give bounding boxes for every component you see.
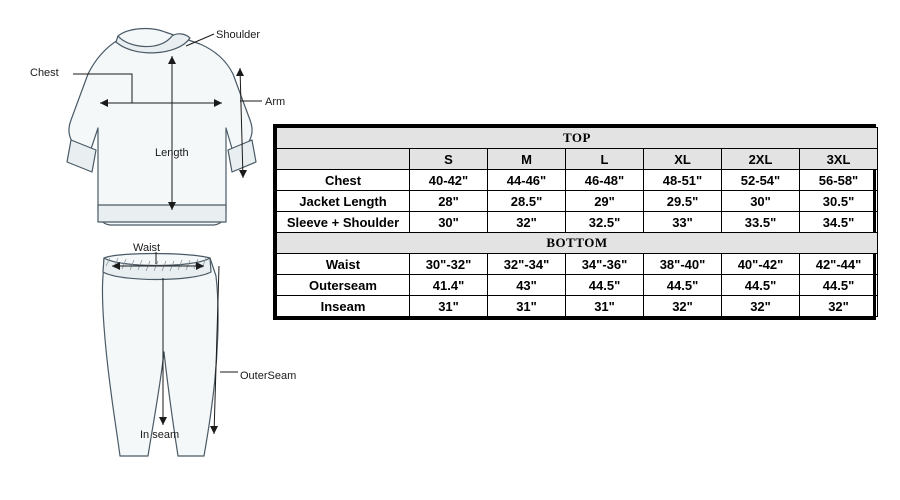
row-label: Waist: [277, 254, 410, 275]
measurement-cell: 44.5": [722, 275, 800, 296]
row-label: Sleeve + Shoulder: [277, 212, 410, 233]
measurement-cell: 32.5": [566, 212, 644, 233]
size-header-row: [277, 149, 878, 170]
measurement-cell: 33": [644, 212, 722, 233]
size-chart-table: [276, 127, 878, 317]
measurement-cell: 52-54": [722, 170, 800, 191]
section-title: TOP: [277, 128, 878, 149]
annotation-inseam: In seam: [140, 429, 180, 441]
size-header-xl: XL: [644, 149, 722, 170]
measurement-cell: 46-48": [566, 170, 644, 191]
measurement-cell: 28.5": [488, 191, 566, 212]
measurement-cell: 31": [488, 296, 566, 317]
measurement-cell: 31": [566, 296, 644, 317]
measurement-cell: 29": [566, 191, 644, 212]
measurement-cell: 30": [410, 212, 488, 233]
row-label: Chest: [277, 170, 410, 191]
size-header-s: S: [410, 149, 488, 170]
row-label: Inseam: [277, 296, 410, 317]
table-row: [277, 275, 878, 296]
annotation-length: Length: [155, 147, 189, 159]
size-header-2xl: 2XL: [722, 149, 800, 170]
garment-illustration: [0, 0, 300, 500]
measurement-cell: 56-58": [800, 170, 878, 191]
measurement-cell: 28": [410, 191, 488, 212]
table-row: [277, 170, 878, 191]
measurement-cell: 30": [722, 191, 800, 212]
size-header-l: L: [566, 149, 644, 170]
measurement-cell: 29.5": [644, 191, 722, 212]
measurement-cell: 34.5": [800, 212, 878, 233]
measurement-cell: 43": [488, 275, 566, 296]
measurement-cell: 30.5": [800, 191, 878, 212]
section-title-row: [277, 128, 878, 149]
measurement-cell: 48-51": [644, 170, 722, 191]
row-label: Outerseam: [277, 275, 410, 296]
table-row: [277, 296, 878, 317]
annotation-shoulder: Shoulder: [216, 29, 261, 41]
annotation-waist: Waist: [133, 242, 161, 254]
section-title-row: [277, 233, 878, 254]
annotation-outerseam: OuterSeam: [240, 370, 297, 382]
measurement-cell: 40"-42": [722, 254, 800, 275]
measurement-cell: 33.5": [722, 212, 800, 233]
measurement-cell: 41.4": [410, 275, 488, 296]
measurement-cell: 42"-44": [800, 254, 878, 275]
measurement-cell: 44.5": [800, 275, 878, 296]
header-corner-cell: [277, 149, 410, 170]
measurement-cell: 32"-34": [488, 254, 566, 275]
measurement-cell: 40-42": [410, 170, 488, 191]
measurement-cell: 32": [722, 296, 800, 317]
table-row: [277, 254, 878, 275]
measurement-cell: 34"-36": [566, 254, 644, 275]
measurement-cell: 32": [644, 296, 722, 317]
table-row: [277, 212, 878, 233]
row-label: Jacket Length: [277, 191, 410, 212]
table-row: [277, 191, 878, 212]
measurement-cell: 44-46": [488, 170, 566, 191]
size-header-3xl: 3XL: [800, 149, 878, 170]
measurement-cell: 38"-40": [644, 254, 722, 275]
size-chart-table-wrapper: [273, 124, 876, 320]
annotation-arm: Arm: [265, 96, 286, 108]
measurement-cell: 31": [410, 296, 488, 317]
measurement-cell: 30"-32": [410, 254, 488, 275]
measurement-cell: 32": [800, 296, 878, 317]
size-header-m: M: [488, 149, 566, 170]
measurement-cell: 32": [488, 212, 566, 233]
measurement-cell: 44.5": [566, 275, 644, 296]
measurement-cell: 44.5": [644, 275, 722, 296]
section-title: BOTTOM: [277, 233, 878, 254]
annotation-chest: Chest: [30, 67, 59, 79]
